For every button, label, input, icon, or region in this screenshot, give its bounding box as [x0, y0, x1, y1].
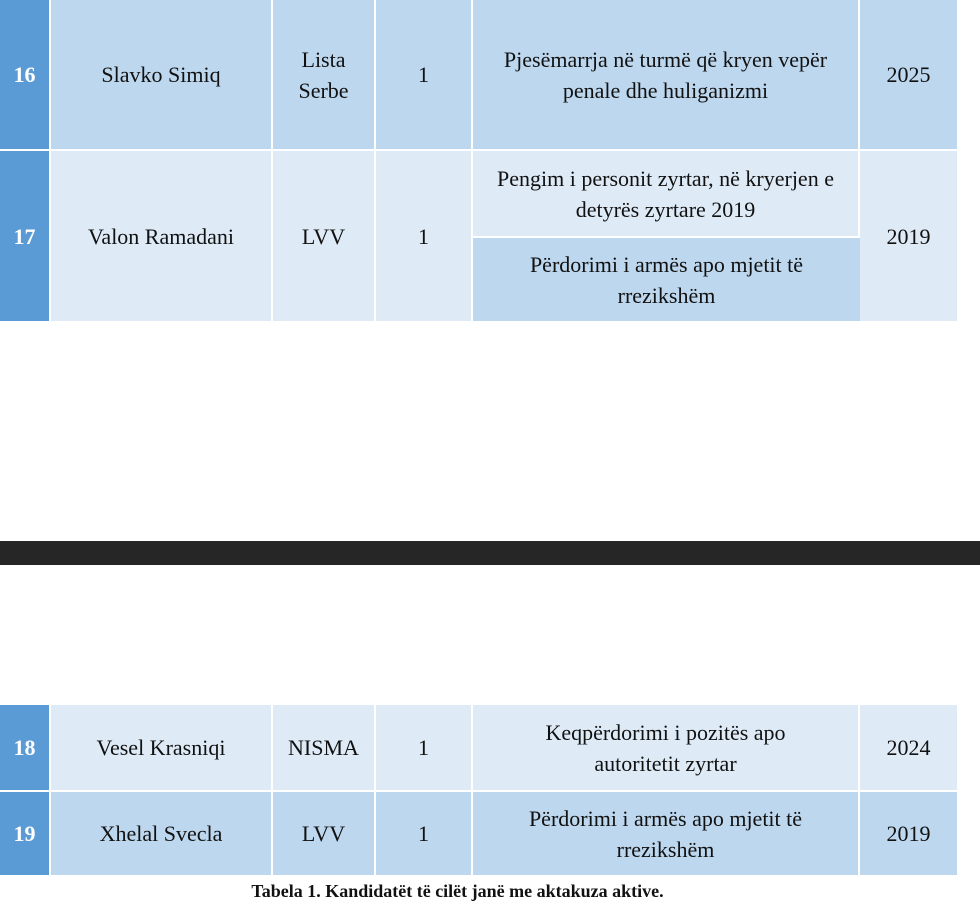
row-number: 18 [0, 705, 51, 792]
table-caption: Tabela 1. Kandidatët të cilët janë me aktakuza aktive. [251, 881, 664, 901]
table-row [0, 151, 957, 238]
indictment-count: 1 [376, 792, 473, 877]
indictment-year: 2019 [860, 792, 957, 877]
row-number: 17 [0, 151, 51, 323]
row-number: 16 [0, 0, 51, 151]
party-name: LVV [273, 792, 376, 877]
indictment-year: 2025 [860, 0, 957, 151]
party-name [273, 0, 376, 151]
page-divider [0, 541, 980, 565]
candidate-name: Xhelal Svecla [51, 792, 273, 877]
candidates-table-bottom [0, 705, 957, 877]
charge-description [473, 705, 860, 792]
indictment-year: 2019 [860, 151, 957, 323]
party-name-text: Lista Serbe [298, 46, 349, 103]
candidate-name: Slavko Simiq [51, 0, 273, 151]
indictment-count: 1 [376, 151, 473, 323]
table-row [0, 792, 957, 877]
charge-description-text: Keqpërdorimi i pozitës apo autoritetit zyrtar [545, 719, 786, 776]
candidates-table-top [0, 0, 957, 323]
party-name: NISMA [273, 705, 376, 792]
indictment-year: 2024 [860, 705, 957, 792]
charge-description: Përdorimi i armës apo mjetit të rrezikshëm [473, 238, 860, 323]
indictment-count: 1 [376, 0, 473, 151]
table-row [0, 0, 957, 151]
candidate-name: Valon Ramadani [51, 151, 273, 323]
table-row [0, 705, 957, 792]
charge-description: Pengim i personit zyrtar, në kryerjen e detyrës zyrtare 2019 [473, 151, 860, 238]
charge-description: Përdorimi i armës apo mjetit të rrezikshëm [473, 792, 860, 877]
indictment-count: 1 [376, 705, 473, 792]
row-number: 19 [0, 792, 51, 877]
candidate-name: Vesel Krasniqi [51, 705, 273, 792]
party-name: LVV [273, 151, 376, 323]
charge-description: Pjesëmarrja në turmë që kryen vepër penale dhe huliganizmi [473, 0, 860, 151]
